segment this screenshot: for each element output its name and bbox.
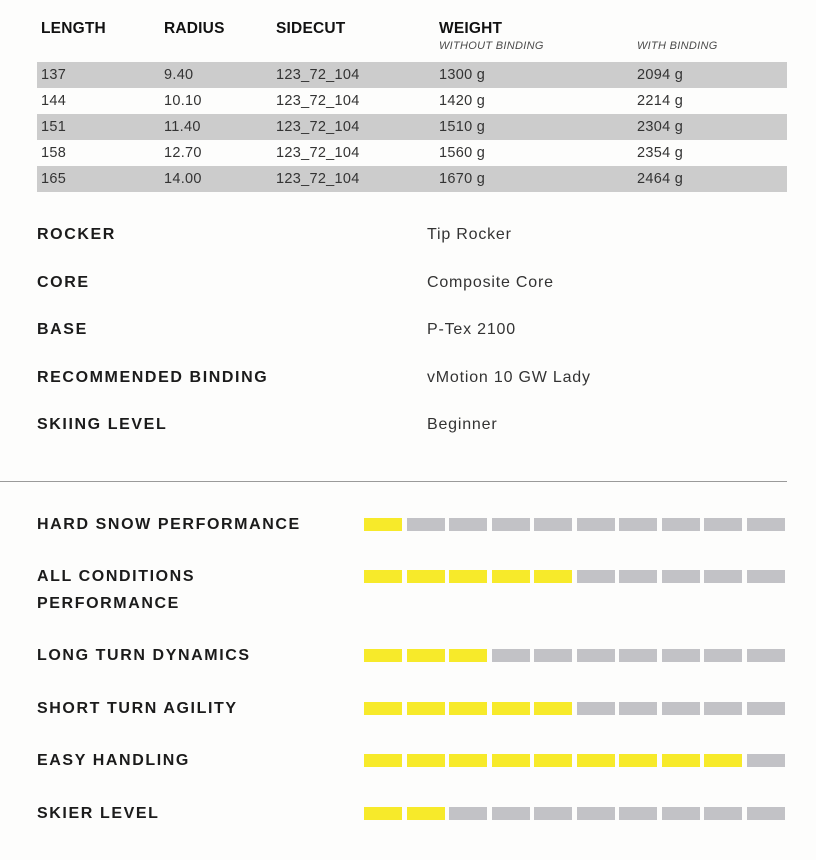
weight-without-cell: 1510 g <box>439 119 486 135</box>
radius-cell: 14.00 <box>164 171 202 187</box>
rating-segment-empty <box>534 518 572 531</box>
rating-segment-filled <box>534 754 572 767</box>
rating-segment-empty <box>577 807 615 820</box>
rating-segment-empty <box>577 702 615 715</box>
rating-bar <box>364 570 785 583</box>
spec-row-base <box>37 317 787 365</box>
spec-label: SKIING LEVEL <box>37 416 168 433</box>
rating-segment-empty <box>704 649 742 662</box>
rating-segment-empty <box>449 807 487 820</box>
weight-without-cell: 1300 g <box>439 67 486 83</box>
rating-segment-empty <box>747 807 785 820</box>
table-row <box>37 140 787 166</box>
spec-label: ROCKER <box>37 226 116 243</box>
rating-segment-filled <box>407 649 445 662</box>
weight-without-cell: 1420 g <box>439 93 486 109</box>
length-header: LENGTH <box>41 20 106 37</box>
rating-segment-filled <box>407 702 445 715</box>
rating-segment-filled <box>492 570 530 583</box>
spec-value: Composite Core <box>427 273 554 291</box>
rating-segment-filled <box>534 570 572 583</box>
radius-cell: 10.10 <box>164 93 202 109</box>
rating-segment-empty <box>619 518 657 531</box>
table-row <box>37 62 787 88</box>
rating-segment-empty <box>747 754 785 767</box>
rating-segment-filled <box>364 649 402 662</box>
spec-label: RECOMMENDED BINDING <box>37 368 269 386</box>
rating-segment-filled <box>662 754 700 767</box>
weight-without-cell: 1560 g <box>439 145 486 161</box>
radius-header: RADIUS <box>164 20 225 37</box>
rating-bar <box>364 649 785 662</box>
weight-with-cell: 2214 g <box>637 93 684 109</box>
rating-segment-filled <box>449 570 487 583</box>
rating-segment-empty <box>662 807 700 820</box>
rating-segment-empty <box>662 570 700 583</box>
rating-segment-empty <box>747 649 785 662</box>
rating-label: HARD SNOW PERFORMANCE <box>37 516 301 533</box>
section-divider <box>0 481 787 482</box>
weight-with-cell: 2304 g <box>637 119 684 135</box>
rating-segment-empty <box>534 807 572 820</box>
spec-row-skiing-level <box>37 412 787 460</box>
size-table-header <box>37 18 787 62</box>
rating-segment-empty <box>619 807 657 820</box>
rating-bar <box>364 754 785 767</box>
rating-segment-filled <box>364 754 402 767</box>
rating-segment-filled <box>534 702 572 715</box>
spec-row-recommended-binding <box>37 365 787 413</box>
sidecut-cell: 123_72_104 <box>276 145 360 161</box>
rating-segment-empty <box>704 702 742 715</box>
length-cell: 144 <box>41 93 67 109</box>
weight-with-cell: 2354 g <box>637 145 684 161</box>
rating-segment-filled <box>407 570 445 583</box>
rating-segment-filled <box>492 702 530 715</box>
rating-segment-empty <box>492 518 530 531</box>
weight-header: WEIGHT <box>439 20 503 37</box>
rating-label: SHORT TURN AGILITY <box>37 700 238 717</box>
sidecut-cell: 123_72_104 <box>276 93 360 109</box>
rating-segment-filled <box>449 702 487 715</box>
rating-segment-empty <box>747 570 785 583</box>
rating-segment-empty <box>662 702 700 715</box>
rating-segment-empty <box>619 649 657 662</box>
length-cell: 137 <box>41 67 67 83</box>
spec-value: vMotion 10 GW Lady <box>427 368 591 386</box>
with-binding-subheader: WITH BINDING <box>637 40 718 52</box>
rating-segment-empty <box>704 518 742 531</box>
weight-without-cell: 1670 g <box>439 171 486 187</box>
rating-segment-empty <box>619 570 657 583</box>
rating-bar <box>364 518 785 531</box>
length-cell: 165 <box>41 171 67 187</box>
rating-segment-filled <box>364 518 402 531</box>
spec-row-core <box>37 270 787 318</box>
rating-segment-empty <box>534 649 572 662</box>
rating-segment-filled <box>492 754 530 767</box>
table-row <box>37 114 787 140</box>
rating-segment-empty <box>577 649 615 662</box>
spec-row-rocker <box>37 222 787 270</box>
rating-segment-empty <box>492 649 530 662</box>
rating-segment-filled <box>364 702 402 715</box>
rating-segment-empty <box>577 518 615 531</box>
spec-value: Beginner <box>427 416 498 433</box>
rating-label: SKIER LEVEL <box>37 805 160 822</box>
spec-list <box>37 222 787 460</box>
rating-segment-empty <box>577 570 615 583</box>
spec-label: BASE <box>37 321 88 338</box>
rating-label: LONG TURN DYNAMICS <box>37 647 251 664</box>
rating-segment-empty <box>704 807 742 820</box>
rating-bar <box>364 807 785 820</box>
table-row <box>37 166 787 192</box>
length-cell: 151 <box>41 119 67 135</box>
rating-segment-empty <box>619 702 657 715</box>
sidecut-cell: 123_72_104 <box>276 119 360 135</box>
rating-segment-empty <box>449 518 487 531</box>
spec-value: P-Tex 2100 <box>427 321 516 338</box>
rating-segment-filled <box>407 754 445 767</box>
rating-segment-filled <box>364 807 402 820</box>
rating-label: ALL CONDITIONS PERFORMANCE <box>37 568 196 612</box>
rating-segment-empty <box>407 518 445 531</box>
spec-label: CORE <box>37 273 90 291</box>
rating-segment-filled <box>577 754 615 767</box>
rating-segment-empty <box>662 649 700 662</box>
without-binding-subheader: WITHOUT BINDING <box>439 40 544 52</box>
radius-cell: 12.70 <box>164 145 202 161</box>
rating-segment-filled <box>449 649 487 662</box>
radius-cell: 9.40 <box>164 67 194 83</box>
rating-segment-empty <box>747 518 785 531</box>
rating-segment-filled <box>449 754 487 767</box>
sidecut-cell: 123_72_104 <box>276 171 360 187</box>
table-row <box>37 88 787 114</box>
spec-value: Tip Rocker <box>427 226 512 243</box>
rating-segment-empty <box>662 518 700 531</box>
rating-segment-filled <box>704 754 742 767</box>
rating-segment-filled <box>364 570 402 583</box>
rating-segment-empty <box>492 807 530 820</box>
rating-bar <box>364 702 785 715</box>
rating-segment-empty <box>747 702 785 715</box>
sidecut-cell: 123_72_104 <box>276 67 360 83</box>
rating-segment-empty <box>704 570 742 583</box>
rating-label: EASY HANDLING <box>37 752 190 769</box>
length-cell: 158 <box>41 145 67 161</box>
weight-with-cell: 2464 g <box>637 171 684 187</box>
weight-with-cell: 2094 g <box>637 67 684 83</box>
sidecut-header: SIDECUT <box>276 20 346 37</box>
rating-segment-filled <box>619 754 657 767</box>
rating-segment-filled <box>407 807 445 820</box>
radius-cell: 11.40 <box>164 119 201 135</box>
size-table <box>37 18 787 192</box>
